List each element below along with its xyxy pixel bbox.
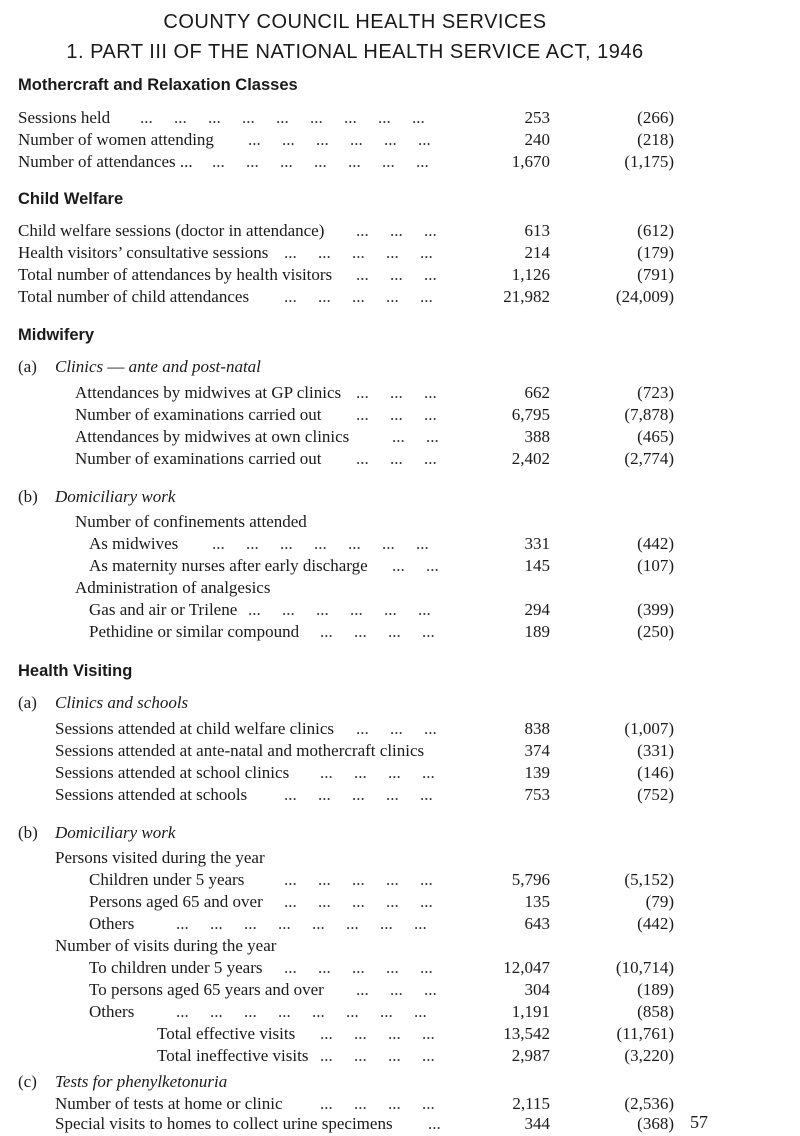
table-row (0, 511, 800, 533)
leader-dots: ... ... ... (356, 719, 437, 738)
leader-dots: ... ... ... ... (320, 1094, 435, 1113)
row-label: As midwives (89, 534, 179, 553)
row-current-value: 294 (524, 600, 550, 619)
row-current-value: 135 (524, 892, 550, 911)
leader-dots: ... ... ... (356, 980, 437, 999)
table-row (0, 718, 800, 740)
row-previous-value: (24,009) (615, 287, 674, 306)
leader-dots: ... ... ... ... ... (284, 870, 433, 889)
row-previous-value: (752) (637, 785, 674, 804)
table-row (0, 1023, 800, 1045)
leader-dots: ... ... ... ... ... ... ... (212, 152, 429, 171)
row-current-value: 304 (524, 980, 550, 999)
table-row (0, 935, 800, 957)
page-number: 57 (690, 1112, 708, 1132)
row-label: Sessions attended at ante-natal and mothercraft clinics (55, 741, 425, 760)
leader-dots: ... ... ... ... (320, 1046, 435, 1065)
row-label: Child welfare sessions (doctor in attendance) (18, 221, 325, 240)
row-previous-value: (858) (637, 1002, 674, 1021)
row-label: Pethidine or similar compound (89, 622, 300, 641)
leader-dots: ... ... ... ... ... (284, 243, 433, 262)
leader-dots: ... ... ... (356, 265, 437, 284)
leader-dots: ... ... ... ... ... ... ... (212, 534, 429, 553)
row-previous-value: (2,536) (624, 1094, 674, 1113)
leader-dots: ... ... ... ... ... ... ... ... (176, 1002, 427, 1021)
row-current-value: 21,982 (503, 287, 550, 306)
row-current-value: 838 (524, 719, 550, 738)
table-row (0, 979, 800, 1001)
row-label: Number of examinations carried out (75, 449, 322, 468)
row-current-value: 662 (524, 383, 550, 402)
row-previous-value: (2,774) (624, 449, 674, 468)
table-row (0, 448, 800, 470)
row-label: Sessions attended at child welfare clinics (55, 719, 334, 738)
row-previous-value: (1,007) (624, 719, 674, 738)
table-row (0, 1093, 800, 1115)
subsection-letter: (c) (18, 1072, 37, 1091)
subsection-heading: Domiciliary work (55, 487, 176, 506)
row-previous-value: (3,220) (624, 1046, 674, 1065)
row-label: Gas and air or Trilene (89, 600, 238, 619)
table-row (0, 1113, 800, 1135)
row-current-value: 240 (524, 130, 550, 149)
row-label: Number of examinations carried out (75, 405, 322, 424)
table-row (0, 784, 800, 806)
row-previous-value: (1,175) (624, 152, 674, 171)
row-previous-value: (331) (637, 741, 674, 760)
row-label: Number of attendances ... (18, 152, 193, 171)
row-current-value: 1,126 (511, 265, 550, 284)
row-previous-value: (189) (637, 980, 674, 999)
table-row (0, 264, 800, 286)
subsection-heading: Clinics and schools (55, 693, 189, 712)
row-current-value: 2,115 (512, 1094, 550, 1113)
table-row (0, 913, 800, 935)
document-title: COUNTY COUNCIL HEALTH SERVICES (163, 11, 547, 33)
row-current-value: 253 (524, 108, 550, 127)
table-row (0, 533, 800, 555)
leader-dots: ... (428, 1114, 441, 1133)
row-previous-value: (368) (637, 1114, 674, 1133)
section-heading-health-visiting: Health Visiting (18, 662, 133, 680)
section-heading-midwifery: Midwifery (18, 326, 95, 344)
table-row (0, 1045, 800, 1067)
row-current-value: 5,796 (511, 870, 550, 889)
leader-dots: ... ... ... ... ... (284, 892, 433, 911)
group-label: Persons visited during the year (55, 848, 265, 867)
subsection-letter: (a) (18, 357, 37, 376)
table-row (0, 869, 800, 891)
leader-dots: ... ... ... ... (320, 763, 435, 782)
table-row (0, 151, 800, 173)
section-heading-child-welfare: Child Welfare (18, 190, 124, 208)
row-current-value: 331 (524, 534, 550, 553)
leader-dots: ... ... ... ... (320, 622, 435, 641)
row-previous-value: (179) (637, 243, 674, 262)
row-current-value: 6,795 (511, 405, 550, 424)
table-row (0, 555, 800, 577)
subsection-heading-part: ante and post-natal (128, 357, 261, 376)
row-current-value: 1,191 (511, 1002, 550, 1021)
group-label: Number of visits during the year (55, 936, 277, 955)
row-current-value: 1,670 (511, 152, 550, 171)
row-current-value: 374 (524, 741, 550, 760)
row-previous-value: (399) (637, 600, 674, 619)
group-label: Administration of analgesics (75, 578, 271, 597)
row-previous-value: (79) (645, 892, 674, 911)
row-label: Number of tests at home or clinic (55, 1094, 283, 1113)
row-previous-value: (146) (637, 763, 674, 782)
row-label: Others (89, 914, 135, 933)
row-previous-value: (612) (637, 221, 674, 240)
table-row (0, 426, 800, 448)
subsection-heading (55, 356, 261, 378)
subsection-letter: (a) (18, 693, 37, 712)
row-current-value: 139 (524, 763, 550, 782)
row-label: Special visits to homes to collect urine specimens (55, 1114, 393, 1133)
row-previous-value: (218) (637, 130, 674, 149)
row-label: Health visitors’ consultative sessions (18, 243, 269, 262)
table-row (0, 740, 800, 762)
row-previous-value: (11,761) (616, 1024, 674, 1043)
row-previous-value: (266) (637, 108, 674, 127)
row-current-value: 613 (524, 221, 550, 240)
leader-dots: ... ... ... ... ... (284, 958, 433, 977)
row-current-value: 388 (524, 427, 550, 446)
leader-dots: ... ... ... (356, 405, 437, 424)
table-row (0, 404, 800, 426)
row-label: Number of women attending (18, 130, 214, 149)
document-subtitle: 1. PART III OF THE NATIONAL HEALTH SERVICE ACT, 1946 (66, 41, 644, 63)
leader-dots: ... ... ... ... ... ... (248, 600, 431, 619)
row-current-value: 2,987 (511, 1046, 550, 1065)
leader-dots: ... ... ... (356, 449, 437, 468)
section-heading-mothercraft: Mothercraft and Relaxation Classes (18, 76, 298, 94)
row-label: Attendances by midwives at own clinics (75, 427, 350, 446)
row-current-value: 13,542 (503, 1024, 550, 1043)
subsection-letter: (b) (18, 823, 38, 842)
row-current-value: 643 (524, 914, 550, 933)
table-row (0, 220, 800, 242)
row-label: Sessions attended at schools (55, 785, 248, 804)
subsection-heading-dash: — (103, 357, 129, 376)
table-row (0, 847, 800, 869)
subsection-heading-part: Clinics (55, 357, 104, 376)
table-row (0, 1001, 800, 1023)
table-row (0, 129, 800, 151)
row-current-value: 753 (524, 785, 550, 804)
row-previous-value: (107) (637, 556, 674, 575)
row-current-value: 145 (524, 556, 550, 575)
table-row (0, 599, 800, 621)
leader-dots: ... ... ... ... ... (284, 287, 433, 306)
table-row (0, 107, 800, 129)
row-label: Others (89, 1002, 135, 1021)
subsection-heading: Domiciliary work (55, 823, 176, 842)
row-label: Total effective visits (157, 1024, 296, 1043)
table-row (0, 891, 800, 913)
row-current-value: 344 (524, 1114, 550, 1133)
leader-dots: ... ... ... ... ... (284, 785, 433, 804)
leader-dots: ... ... ... ... ... ... ... ... (176, 914, 427, 933)
leader-dots: ... ... ... ... ... ... ... ... ... (140, 108, 425, 127)
table-row (0, 621, 800, 643)
subsection-heading: Tests for phenylketonuria (55, 1072, 228, 1091)
row-previous-value: (442) (637, 914, 674, 933)
subsection-letter: (b) (18, 487, 38, 506)
row-label: To children under 5 years (89, 958, 263, 977)
table-row (0, 286, 800, 308)
row-current-value: 189 (524, 622, 550, 641)
table-row (0, 382, 800, 404)
table-row (0, 957, 800, 979)
row-label: Total number of child attendances (18, 287, 250, 306)
leader-dots: ... ... (392, 427, 439, 446)
table-row (0, 762, 800, 784)
row-current-value: 2,402 (511, 449, 550, 468)
row-previous-value: (465) (637, 427, 674, 446)
row-label: Total number of attendances by health visitors (18, 265, 333, 284)
leader-dots: ... ... (392, 556, 439, 575)
row-label: Persons aged 65 and over (89, 892, 263, 911)
leader-dots: ... ... ... ... ... ... (248, 130, 431, 149)
row-previous-value: (723) (637, 383, 674, 402)
table-row (0, 577, 800, 599)
row-previous-value: (791) (637, 265, 674, 284)
row-previous-value: (442) (637, 534, 674, 553)
row-label: Sessions attended at school clinics (55, 763, 290, 782)
group-label: Number of confinements attended (75, 512, 307, 531)
row-previous-value: (250) (637, 622, 674, 641)
row-label: As maternity nurses after early discharge (89, 556, 368, 575)
row-previous-value: (5,152) (624, 870, 674, 889)
row-label: Total ineffective visits (157, 1046, 309, 1065)
row-label: Attendances by midwives at GP clinics (75, 383, 342, 402)
row-label: Sessions held (18, 108, 111, 127)
row-previous-value: (7,878) (624, 405, 674, 424)
leader-dots: ... ... ... ... (320, 1024, 435, 1043)
leader-dots: ... ... ... (356, 221, 437, 240)
row-label: Children under 5 years (89, 870, 245, 889)
leader-dots: ... ... ... (356, 383, 437, 402)
row-label: To persons aged 65 years and over (89, 980, 324, 999)
row-previous-value: (10,714) (615, 958, 674, 977)
row-current-value: 214 (524, 243, 550, 262)
row-current-value: 12,047 (503, 958, 550, 977)
table-row (0, 242, 800, 264)
